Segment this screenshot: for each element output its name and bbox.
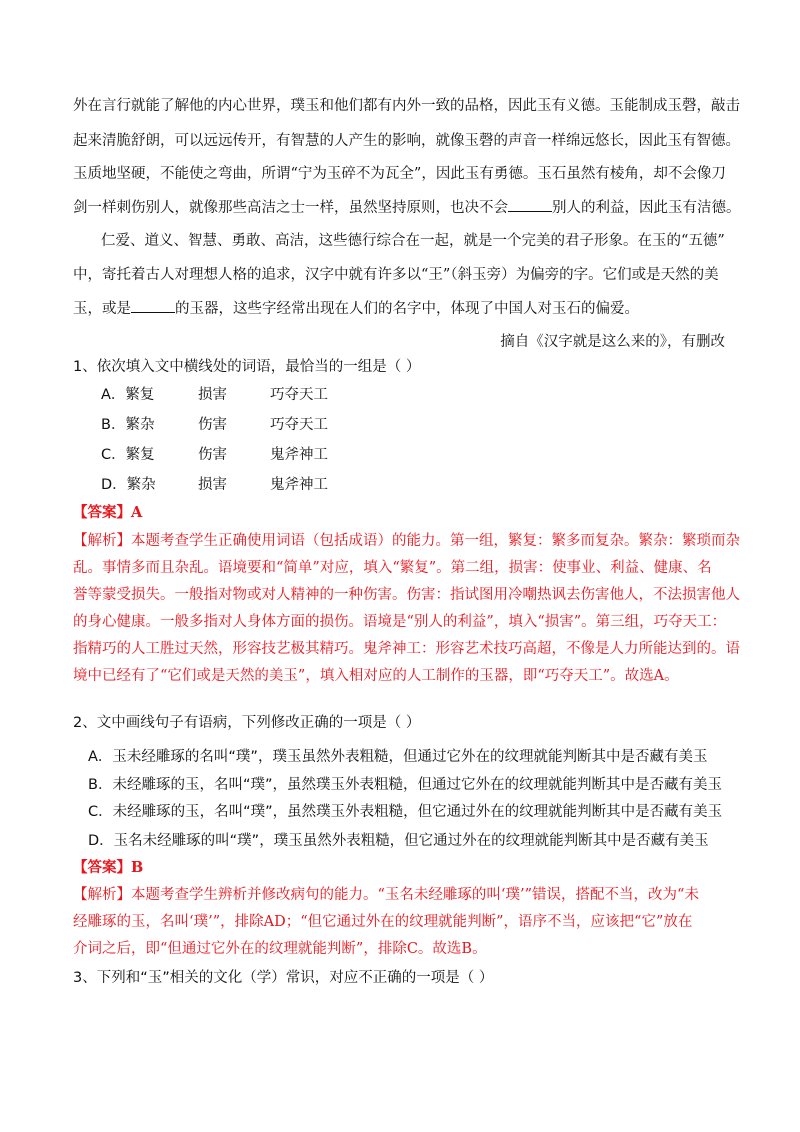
q1-option-b-word1: B．繁杂 — [101, 417, 155, 433]
passage-line — [73, 299, 733, 319]
passage-line: 玉质地坚硬，不能使之弯曲，所谓“宁为玉碎不为瓦全”，因此玉有勇德。玉石虽然有棱角，却不会像刀 — [73, 166, 726, 182]
fill-blank — [131, 300, 175, 313]
question-1-stem: 1、依次填入文中横线处的词语，最恰当的一组是（ ） — [73, 359, 421, 375]
q1-option-b-word3: 巧夺天工 — [270, 417, 328, 433]
q1-analysis-line: 誉等蒙受损失。一般指对物或对人精神的一种伤害。伤害：指试图用冷嘲热讽去伤害他人，不法损害他人 — [73, 587, 740, 603]
question-2-stem: 2、文中画线句子有语病，下列修改正确的一项是（ ） — [73, 715, 421, 731]
q1-option-c-word2: 伤害 — [198, 447, 227, 463]
passage-text: 玉，或是 — [73, 301, 131, 317]
q1-option-a-word2: 损害 — [198, 387, 227, 403]
q2-option-b: B．未经雕琢的玉，名叫“璞”，虽然璞玉外表粗糙，但通过它外在的纹理就能判断其中是否藏有美玉 — [88, 777, 722, 793]
q1-option-d-word1: D．繁杂 — [101, 477, 156, 493]
q2-option-c: C．未经雕琢的玉，名叫“璞”，虽然璞玉外表粗糙，但它通过外在的纹理就能判断其中是否藏有美玉 — [88, 804, 723, 820]
q1-option-d-word3: 鬼斧神工 — [270, 477, 328, 493]
q1-analysis-line: 的身心健康。一般多指对人身体方面的损伤。语境是“别人的利益”，填入“损害”。第三组，巧夺天工： — [73, 614, 727, 630]
q2-option-d: D．玉名未经雕琢的叫“璞”，璞玉虽然外表粗糙，但它通过外在的纹理就能判断其中是否藏有美玉 — [88, 833, 709, 849]
q2-analysis-line: 经雕琢的玉，名叫‘璞’”，排除AD；“但它通过外在的纹理就能判断”，语序不当，应该把“它”放在 — [73, 914, 693, 930]
q1-option-c-word3: 鬼斧神工 — [270, 447, 328, 463]
q2-answer: 【答案】B — [73, 859, 144, 876]
q1-option-c-word1: C．繁复 — [101, 447, 155, 463]
q1-answer: 【答案】A — [73, 504, 143, 521]
passage-line: 起来清脆舒朗，可以远远传开，有智慧的人产生的影响，就像玉磬的声音一样绵远悠长，因此玉有智德。 — [73, 133, 740, 149]
fill-blank — [508, 199, 552, 212]
q2-option-a: A．玉未经雕琢的名叫“璞”，璞玉虽然外表粗糙，但通过它外在的纹理就能判断其中是否藏有美玉 — [88, 749, 708, 765]
question-3-stem: 3、下列和“玉”相关的文化（学）常识，对应不正确的一项是（ ） — [73, 970, 494, 986]
q1-option-d-word2: 损害 — [198, 477, 227, 493]
q1-option-a-word1: A．繁复 — [101, 387, 155, 403]
q1-analysis-line: 乱。事情多而且杂乱。语境要和“简单”对应，填入“繁复”。第二组，损害：使事业、利益、健康、名 — [73, 560, 712, 576]
passage-line — [73, 198, 741, 218]
passage-line: 外在言行就能了解他的内心世界，璞玉和他们都有内外一致的品格，因此玉有义德。玉能制成玉磬，敲击 — [73, 98, 740, 114]
passage-text: 剑一样刺伤别人，就像那些高洁之士一样，虽然坚持原则，也决不会 — [73, 200, 508, 216]
passage-text: 别人的利益，因此玉有洁德。 — [552, 200, 741, 216]
q1-option-b-word2: 伤害 — [198, 417, 227, 433]
passage-line: 仁爱、道义、智慧、勇敢、高洁，这些德行综合在一起，就是一个完美的君子形象。在玉的“五德” — [101, 233, 725, 249]
passage-line: 中，寄托着古人对理想人格的追求，汉字中就有许多以“王”（斜玉旁）为偏旁的字。它们或是天然的美 — [73, 267, 719, 283]
q2-analysis-line: 【解析】本题考查学生辨析并修改病句的能力。“玉名未经雕琢的叫‘璞’”错误，搭配不当，改为“未 — [73, 887, 699, 903]
q1-analysis-line: 【解析】本题考查学生正确使用词语（包括成语）的能力。第一组，繁复：繁多而复杂。繁杂：繁琐而杂 — [73, 533, 740, 549]
q2-analysis-line: 介词之后，即“但通过它外在的纹理就能判断”，排除C。故选B。 — [73, 941, 487, 957]
passage-source: 摘自《汉字就是这么来的》，有删改 — [500, 334, 725, 350]
q1-analysis-line: 指精巧的人工胜过天然，形容技艺极其精巧。鬼斧神工：形容艺术技巧高超，不像是人力所能达到的。语 — [73, 641, 740, 657]
q1-analysis-line: 境中已经有了“它们或是天然的美玉”，填入相对应的人工制作的玉器，即“巧夺天工”。故选A。 — [73, 668, 679, 684]
q1-option-a-word3: 巧夺天工 — [270, 387, 328, 403]
passage-text: 的玉器，这些字经常出现在人们的名字中，体现了中国人对玉石的偏爱。 — [175, 301, 639, 317]
